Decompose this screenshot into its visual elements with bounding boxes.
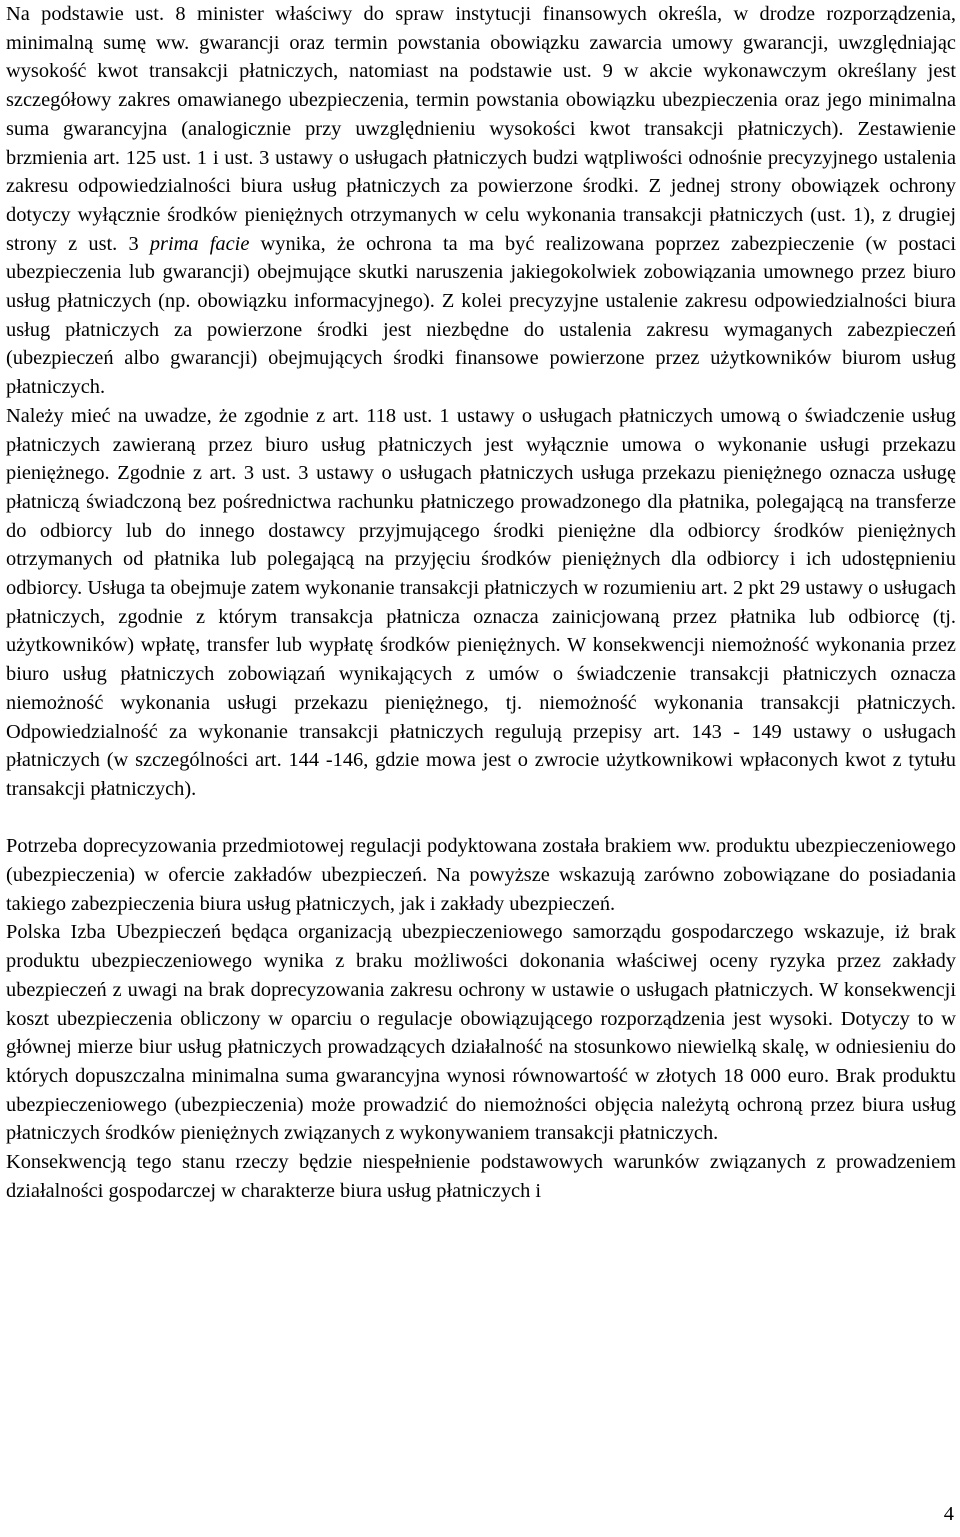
page-number: 4 <box>943 1503 954 1525</box>
paragraph-insurance-chamber: Polska Izba Ubezpieczeń będąca organizacją ubezpieczeniowego samorządu gospodarczego wskazuje, iż brak produktu ubezpieczeniowego wynika z braku możliwości dokonania właściwej oceny ryzyka przez zakłady ubezpieczeń z uwagi na brak doprecyzowania zakresu ochrony w ustawie o usługach płatniczych. W konsekwencji koszt ubezpieczenia obliczony w oparciu o regulacje obowiązującego rozporządzenia jest wysoki. Dotyczy to w głównej mierze biur usług płatniczych prowadzących działalność na stosunkowo niewielką skalę, w odniesieniu do których dopuszczalna minimalna suma gwarancyjna wynosi równowartość w złotych 18 000 euro. Brak produktu ubezpieczeniowego (ubezpieczenia) może prowadzić do niemożności objęcia należytą ochroną przez biura usług płatniczych środków pieniężnych związanych z wykonywaniem transakcji płatniczych. <box>6 921 956 1145</box>
paragraph-guarantee-regulation: Na podstawie ust. 8 minister właściwy do spraw instytucji finansowych określa, w drodze rozporządzenia, minimalną sumę ww. gwarancji oraz termin powstania obowiązku zawarcia umowy gwarancji, uwzględniając wysokość kwot transakcji płatniczych, natomiast na podstawie ust. 9 w akcie wykonawczym określany jest szczegółowy zakres omawianego ubezpieczenia, termin powstania obowiązku ubezpieczenia oraz jego minimalna suma gwarancyjna (analogicznie przy uwzględnieniu wysokości kwot transakcji płatniczych). Zestawienie brzmienia art. 125 ust. 1 i ust. 3 ustawy o usługach płatniczych budzi wątpliwości odnośnie precyzyjnego ustalenia zakresu odpowiedzialności biura usług płatniczych za powierzone środki. Z jednej strony obowiązek ochrony dotyczy wyłącznie środków pieniężnych otrzymanych w celu wykonania transakcji płatniczych (ust. 1), z drugiej strony z ust. 3 prima facie wynika, że ochrona ta ma być realizowana poprzez zabezpieczenie (w postaci ubezpieczenia lub gwarancji) obejmujące skutki naruszenia jakiegokolwiek zobowiązania umownego przez biuro usług płatniczych (np. obowiązku informacyjnego). Z kolei precyzyjne ustalenie zakresu odpowiedzialności biura usług płatniczych za powierzone środki jest niezbędne do ustalenia zakresu wymaganych zabezpieczeń (ubezpieczeń albo gwarancji) obejmujących środki finansowe powierzone przez użytkowników biurom usług płatniczych. <box>6 3 956 399</box>
paragraph-consequence: Konsekwencją tego stanu rzeczy będzie niespełnienie podstawowych warunków związanych z prowadzeniem działalności gospodarczej w charakterze biura usług płatniczych i <box>6 1151 956 1202</box>
paragraph-spacer <box>6 804 956 833</box>
latin-phrase: prima facie <box>149 232 250 255</box>
document-page <box>6 0 956 1206</box>
paragraph-money-remittance: Należy mieć na uwadze, że zgodnie z art. 118 ust. 1 ustawy o usługach płatniczych umową o świadczenie usług płatniczych zawieraną przez biuro usług płatniczych jest wyłącznie umowa o wykonanie usługi przekazu pieniężnego. Zgodnie z art. 3 ust. 3 ustawy o usługach płatniczych usługa przekazu pieniężnego oznacza usługę płatniczą świadczoną bez pośrednictwa rachunku płatniczego prowadzonego dla płatnika, polegającą na transferze do odbiorcy lub do innego dostawcy przyjmującego środki pieniężne dla odbiorcy środków pieniężnych otrzymanych od płatnika lub polegającą na przyjęciu środków pieniężnych dla odbiorcy i ich udostępnieniu odbiorcy. Usługa ta obejmuje zatem wykonanie transakcji płatniczych w rozumieniu art. 2 pkt 29 ustawy o usługach płatniczych, zgodnie z którym transakcja płatnicza oznacza zainicjowaną przez płatnika lub odbiorcę (tj. użytkowników) wpłatę, transfer lub wypłatę środków pieniężnych. W konsekwencji niemożność wykonania przez biuro usług płatniczych zobowiązań wynikających z umów o świadczenie transakcji płatniczych oznacza niemożność wykonania usługi przekazu pieniężnego, tj. niemożność wykonania transakcji płatniczych. Odpowiedzialność za wykonanie transakcji płatniczych regulują przepisy art. 143 - 149 ustawy o usługach płatniczych (w szczególności art. 144 -146, gdzie mowa jest o zwrocie użytkownikowi wpłaconych kwot z tytułu transakcji płatniczych). <box>6 404 956 800</box>
paragraph-need-for-clarification: Potrzeba doprecyzowania przedmiotowej regulacji podyktowana została brakiem ww. produktu ubezpieczeniowego (ubezpieczenia) w ofercie zakładów ubezpieczeń. Na powyższe wskazują zarówno zobowiązane do posiadania takiego zabezpieczenia biura usług płatniczych, jak i zakłady ubezpieczeń. <box>6 835 956 915</box>
